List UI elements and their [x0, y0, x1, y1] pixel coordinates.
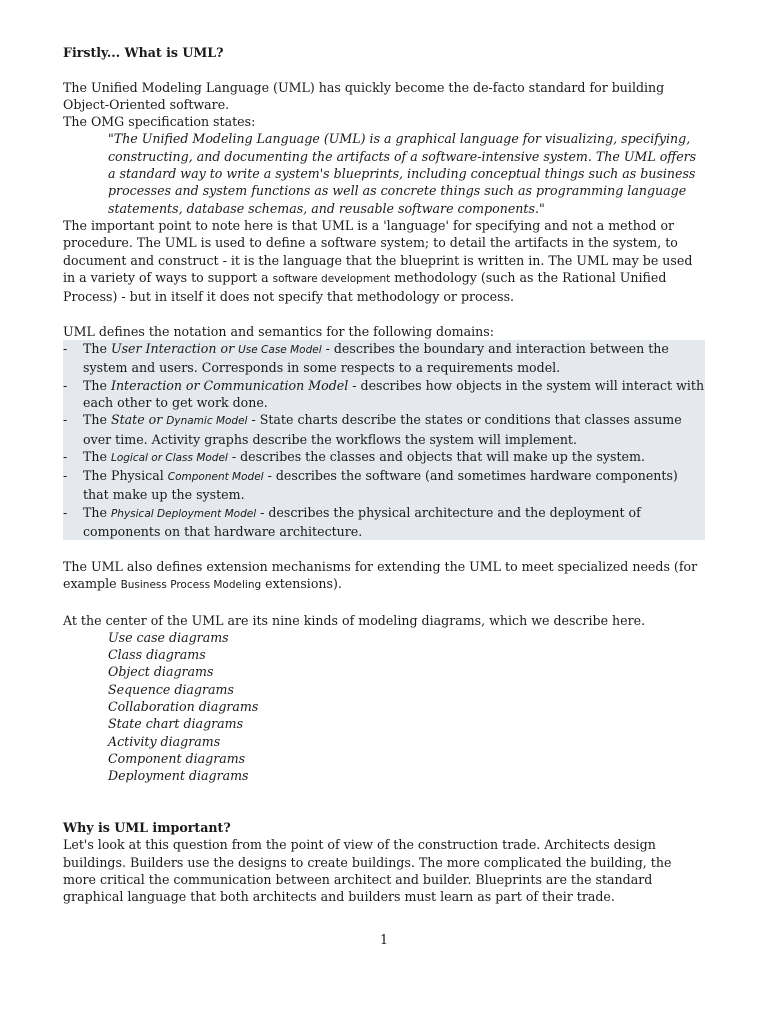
domain-description: - State charts describe the states or conditions that classes assume over time. Activity graphs describe the workflows the system will implement. — [83, 412, 682, 447]
intro-paragraph: The Unified Modeling Language (UML) has quickly become the de-facto standard for building Object-Oriented software. — [63, 79, 665, 112]
domain-item — [63, 448, 705, 467]
domain-text: The — [83, 377, 111, 393]
diagram-item: Class diagrams — [108, 647, 206, 663]
document-page — [63, 44, 705, 906]
list-dash: - — [63, 448, 68, 464]
important-sans-term: software development — [272, 272, 391, 285]
why-paragraph: Let's look at this question from the point of view of the construction trade. Architects design buildings. Builders use the designs to create buildings. The more complicated the building, the more critical the communication between architect and builder. Blueprints are the standard graphical language that both architects and builders must learn as part of their trade. — [63, 837, 672, 905]
domain-item — [63, 467, 705, 504]
domain-description: - describes the physical architecture and the deployment of components on that hardware architecture. — [83, 504, 641, 540]
omg-quote: "The Unified Modeling Language (UML) is a graphical language for visualizing, specifying, constructing, and documenting the artifacts of a software-intensive system. The UML offers a standard way to write a system's blueprints, including conceptual things such as business processes and system functions as well as concrete things such as programming language statements, database schemas, and reusable software components." — [108, 131, 697, 216]
domain-text: The — [83, 341, 111, 357]
list-dash: - — [63, 468, 68, 484]
page-number: 1 — [379, 932, 388, 947]
extension-paragraph — [63, 558, 705, 595]
list-dash: - — [63, 412, 68, 428]
domain-item — [63, 340, 705, 377]
important-paragraph — [63, 217, 705, 305]
diagram-item: State chart diagrams — [108, 716, 244, 732]
center-paragraph: At the center of the UML are its nine kinds of modeling diagrams, which we describe here. — [63, 612, 646, 628]
list-dash: - — [63, 341, 68, 357]
domain-description: - describes the classes and objects that will make up the system. — [227, 448, 645, 464]
domain-term-sans: Physical Deployment Model — [110, 507, 257, 520]
domain-term-sans: Component Model — [167, 471, 264, 484]
diagram-item: Sequence diagrams — [108, 681, 234, 697]
diagram-item: Collaboration diagrams — [108, 698, 259, 714]
extension-text-2: extensions). — [261, 575, 342, 591]
domain-term-italic: User Interaction or — [110, 341, 239, 357]
extension-text-1: The UML also defines extension mechanisms for extending the UML to meet specialized needs (for example — [63, 558, 698, 591]
domain-item — [63, 504, 705, 541]
domains-intro: UML defines the notation and semantics for the following domains: — [63, 323, 494, 339]
important-text-1: The important point to note here is that UML is a 'language' for specifying and not a method or procedure. The UML is used to define a software system; to detail the artifacts in the system, to document and construct - it is the language that the blueprint is written in. The UML may be used in a variety of ways to support a — [63, 217, 693, 285]
important-text-2: methodology (such as the Rational Unified Process) - but in itself it does not specify that methodology or process. — [63, 269, 667, 305]
domain-item — [63, 377, 705, 412]
extension-sans-term: Business Process Modeling — [120, 578, 262, 591]
domain-description: - describes the boundary and interaction between the system and users. Corresponds in some respects to a requirements model. — [83, 341, 669, 376]
diagram-kinds-list — [63, 629, 705, 785]
domain-text: The — [83, 504, 111, 520]
domain-term-italic: State or — [110, 412, 167, 428]
domain-item — [63, 411, 705, 448]
section-heading-why-uml: Why is UML important? — [63, 820, 231, 836]
domain-term-sans: Logical or Class Model — [110, 451, 228, 464]
section-heading-what-is-uml: Firstly... What is UML? — [63, 45, 224, 60]
domain-term-italic: Interaction or Communication Model — [110, 377, 349, 393]
diagram-item: Object diagrams — [108, 664, 214, 680]
list-dash: - — [63, 504, 68, 520]
diagram-item: Deployment diagrams — [108, 768, 249, 784]
diagram-item: Use case diagrams — [108, 629, 229, 645]
domain-description: - describes how objects in the system will interact with each other to get work done. — [83, 377, 705, 410]
diagram-item: Activity diagrams — [108, 733, 221, 749]
omg-states-line: The OMG specification states: — [63, 114, 256, 130]
domain-text: The — [83, 448, 111, 464]
domain-description: - describes the software (and sometimes hardware components) that make up the system. — [83, 468, 678, 503]
list-dash: - — [63, 377, 68, 393]
domain-text: The Physical — [83, 468, 168, 484]
domain-term-sans: Use Case Model — [238, 344, 322, 357]
domains-list — [63, 340, 705, 540]
domain-term-sans: Dynamic Model — [166, 415, 248, 428]
domain-text: The — [83, 412, 111, 428]
diagram-item: Component diagrams — [108, 750, 246, 766]
